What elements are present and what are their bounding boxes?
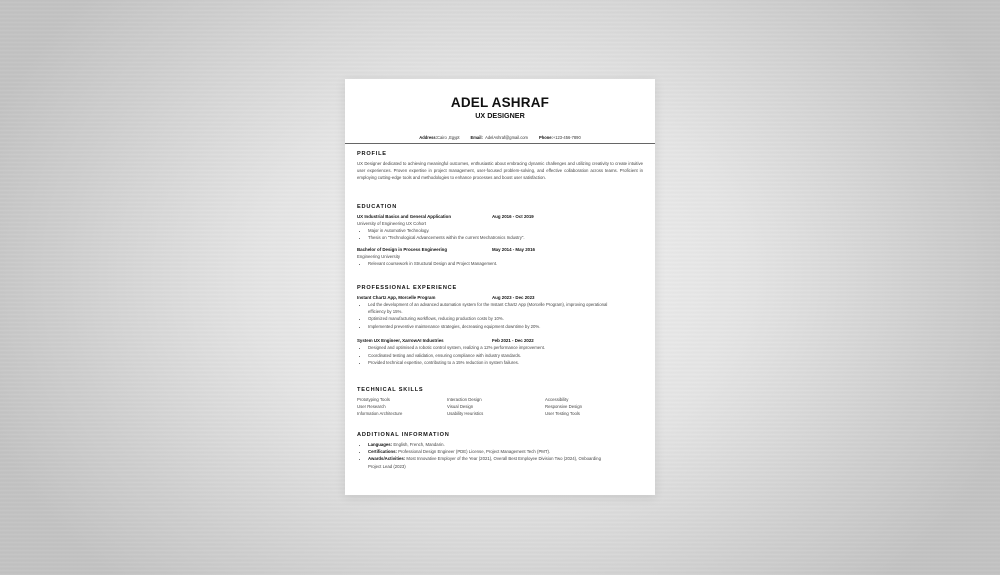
list-item: • Optimized manufacturing workflows, reducing production costs by 10%. bbox=[368, 315, 613, 322]
experience-entry bbox=[357, 294, 643, 331]
skills-grid bbox=[357, 396, 643, 418]
position-title: Instant Chartz App, Morcelle Program bbox=[357, 294, 436, 300]
position-title: System UX Engineer, XarrowAI Industries bbox=[357, 338, 444, 344]
additional-section bbox=[357, 432, 643, 470]
contact-phone bbox=[539, 135, 581, 140]
skill-item: Interaction Design bbox=[447, 396, 482, 402]
address-label: Address: bbox=[419, 135, 438, 140]
experience-entry bbox=[357, 337, 643, 366]
skill-item: Prototyping Tools bbox=[357, 396, 390, 402]
info-label: Languages: bbox=[368, 441, 393, 447]
section-title: PROFILE bbox=[357, 151, 387, 157]
info-text: English, French, Mandarin. bbox=[392, 441, 445, 447]
degree-title: UX Industrial Basics and General Application bbox=[357, 213, 452, 219]
list-item bbox=[368, 448, 613, 455]
list-item: • Major in Automotive Technology. bbox=[368, 227, 643, 234]
list-item: • Led the development of an advanced automation system for the Instant Chartz App (Morcelle Program), improving operational efficiency by 15%. bbox=[368, 301, 613, 316]
list-item: • Provided technical expertise, contributing to a 15% reduction in system failures. bbox=[368, 359, 643, 366]
skill-item: Responsive Design bbox=[545, 404, 583, 409]
profile-text: UX Designer dedicated to achieving meaningful outcomes, enthusiastic about embracing dynamic challenges and utilizing creativity to create intuitive user experiences. Proven expertise in project management, user-focused problem-solving, and effective collaboration across teams. Proficient in employing cutting-edge tools and methodologies to enhance processes and boost user satisfaction. bbox=[357, 160, 643, 181]
list-item: • Relevant coursework in Structural Design and Project Management. bbox=[368, 260, 643, 267]
info-text: Professional Design Engineer (PDE) License, Project Management Tech (PMT). bbox=[396, 449, 551, 454]
contact-line bbox=[345, 135, 655, 140]
skill-item: User Testing Tools bbox=[545, 411, 580, 417]
info-label: Awards/Activities: bbox=[368, 456, 406, 462]
email-label: Email: bbox=[470, 135, 483, 140]
degree-title: Bachelor of Design in Process Engineering bbox=[357, 247, 448, 253]
resume-page bbox=[345, 79, 655, 495]
skill-item: Visual Design bbox=[447, 404, 474, 409]
section-title: EDUCATION bbox=[357, 204, 398, 210]
experience-section bbox=[357, 285, 643, 366]
section-title: PROFESSIONAL EXPERIENCE bbox=[357, 285, 458, 291]
school-name: University of Engineering UX Cohort bbox=[357, 220, 427, 226]
position-dates: Aug 2023 - Dec 2023 bbox=[492, 294, 535, 300]
address-value: Cairo ,Egypt bbox=[437, 135, 460, 140]
position-dates: Feb 2021 - Dec 2022 bbox=[492, 338, 534, 344]
skill-item: Accessibility bbox=[545, 396, 569, 402]
skill-item: Information Architecture bbox=[357, 411, 403, 417]
header-divider bbox=[345, 143, 655, 144]
list-item: • Implemented preventive maintenance strategies, decreasing equipment downtime by 20%. bbox=[368, 323, 613, 330]
skill-item: Usability Heuristics bbox=[447, 411, 484, 417]
list-item: • Thesis on "Technological Advancements within the current Mechatronics Industry". bbox=[368, 234, 643, 241]
phone-value: +123-456-7890 bbox=[552, 135, 581, 140]
education-entry bbox=[357, 213, 643, 242]
section-title: ADDITIONAL INFORMATION bbox=[357, 432, 450, 438]
education-entry bbox=[357, 246, 643, 267]
list-item: • Coordinated testing and validation, ensuring compliance with industry standards. bbox=[368, 352, 643, 359]
degree-dates: May 2014 - May 2016 bbox=[492, 247, 535, 253]
skill-item: User Research bbox=[357, 404, 386, 409]
list-item bbox=[368, 455, 613, 470]
resume-name: ADEL ASHRAF bbox=[450, 95, 550, 110]
list-item bbox=[368, 441, 613, 448]
school-name: Engineering University bbox=[357, 254, 400, 260]
profile-section bbox=[357, 151, 643, 182]
info-label: Certifications: bbox=[368, 449, 397, 454]
section-title: TECHNICAL SKILLS bbox=[357, 387, 424, 393]
contact-email bbox=[471, 135, 528, 140]
list-item: • Designed and optimised a robotic control system, realizing a 12% performance improvement. bbox=[368, 344, 643, 351]
contact-address bbox=[419, 135, 459, 140]
phone-label: Phone: bbox=[538, 135, 553, 140]
degree-dates: Aug 2016 - Oct 2019 bbox=[492, 213, 534, 219]
skills-section bbox=[357, 387, 643, 418]
education-section bbox=[357, 204, 643, 268]
info-text: Most Innovative Employer of the Year (2021), Overall Best Employee Division Two (2024), Onboarding Project Lead (2023) bbox=[368, 456, 601, 469]
resume-role: UX DESIGNER bbox=[475, 111, 525, 120]
email-value: AdelAshraf@gmail.com bbox=[485, 135, 528, 140]
